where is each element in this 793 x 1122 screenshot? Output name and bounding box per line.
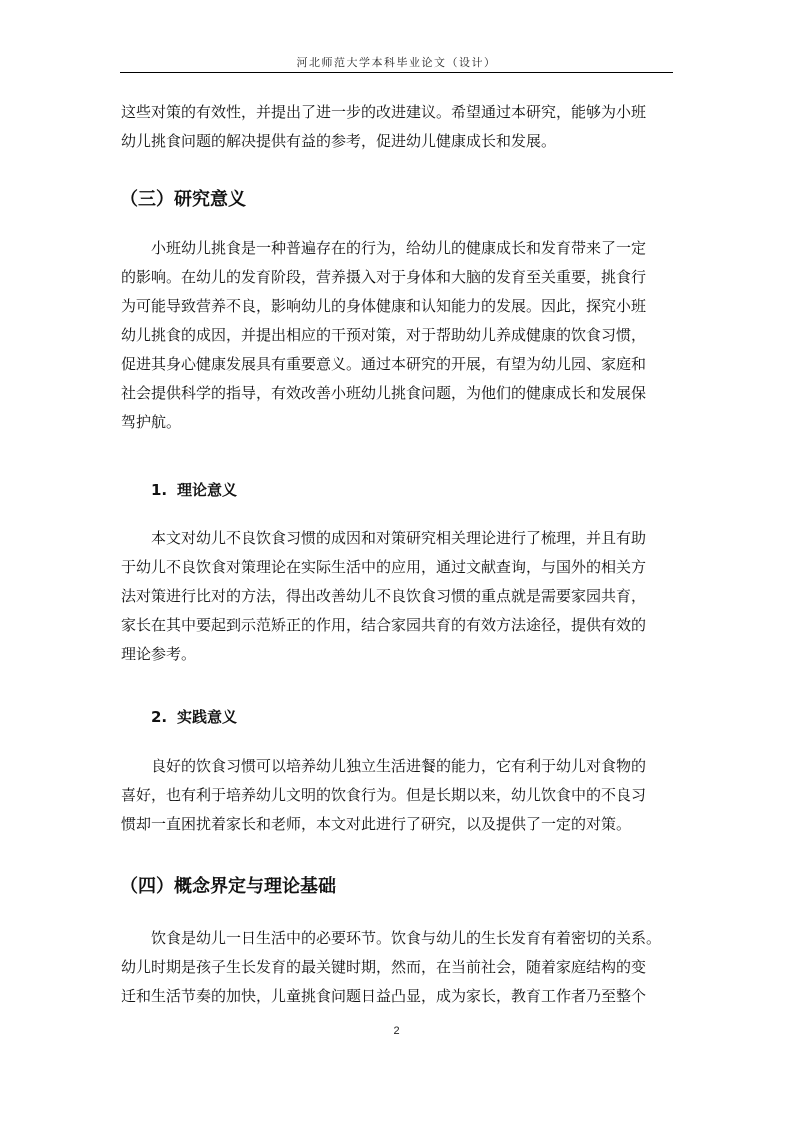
paragraph-line: 本文对幼儿不良饮食习惯的成因和对策研究相关理论进行了梳理，并且有助 — [121, 529, 647, 547]
paragraph-line: 幼儿挑食问题的解决提供有益的参考，促进幼儿健康成长和发展。 — [121, 132, 557, 150]
subheading-title: 理论意义 — [177, 481, 238, 499]
paragraph-line: 家长在其中要起到示范矫正的作用，结合家园共育的有效方法途径，提供有效的 — [121, 616, 647, 634]
practical-significance-paragraph — [121, 752, 675, 839]
paragraph-line: 小班幼儿挑食是一种普遍存在的行为，给幼儿的健康成长和发育带来了一定 — [121, 239, 647, 257]
section-heading-concept-definition: （四）概念界定与理论基础 — [120, 876, 336, 897]
paragraph-line: 的影响。在幼儿的发育阶段，营养摄入对于身体和大脑的发育至关重要，挑食行 — [121, 268, 647, 286]
header-rule — [120, 72, 673, 73]
subheading-number: 1. — [151, 481, 168, 499]
running-header: 河北师范大学本科毕业论文（设计） — [296, 56, 497, 69]
paragraph-line: 惯却一直困扰着家长和老师，本文对此进行了研究，以及提供了一定的对策。 — [121, 815, 632, 833]
subheading-number: 2. — [151, 708, 168, 726]
paragraph-line: 迁和生活节奏的加快，儿童挑食问题日益凸显，成为家长，教育工作者乃至整个 — [121, 987, 647, 1005]
theoretical-significance-paragraph — [121, 524, 675, 669]
paragraph-line: 喜好，也有利于培养幼儿文明的饮食行为。但是长期以来，幼儿饮食中的不良习 — [121, 786, 647, 804]
paragraph-line: 法对策进行比对的方法，得出改善幼儿不良饮食习惯的重点就是需要家园共育， — [121, 587, 647, 605]
paragraph-line: 驾护航。 — [121, 413, 182, 431]
paragraph-line: 良好的饮食习惯可以培养幼儿独立生活进餐的能力，它有利于幼儿对食物的 — [121, 757, 647, 775]
paragraph-line: 社会提供科学的指导，有效改善小班幼儿挑食问题，为他们的健康成长和发展保 — [121, 384, 647, 402]
paragraph-line: 幼儿时期是孩子生长发育的最关键时期，然而，在当前社会，随着家庭结构的变 — [121, 958, 647, 976]
subheading-practical-significance — [151, 706, 237, 727]
paragraph-line: 饮食是幼儿一日生活中的必要环节。饮食与幼儿的生长发育有着密切的关系。 — [121, 929, 662, 947]
paragraph-line: 理论参考。 — [121, 645, 197, 663]
intro-paragraph — [121, 98, 675, 156]
concept-definition-paragraph — [121, 924, 675, 1011]
paragraph-line: 促进其身心健康发展具有重要意义。通过本研究的开展，有望为幼儿园、家庭和 — [121, 355, 647, 373]
subheading-theoretical-significance — [151, 479, 237, 500]
paragraph-line: 于幼儿不良饮食对策理论在实际生活中的应用，通过文献查询，与国外的相关方 — [121, 558, 647, 576]
page-number: 2 — [393, 1025, 400, 1037]
section-heading-research-significance: （三）研究意义 — [120, 189, 246, 210]
paragraph-line: 幼儿挑食的成因，并提出相应的干预对策，对于帮助幼儿养成健康的饮食习惯， — [121, 326, 647, 344]
subheading-title: 实践意义 — [177, 708, 238, 726]
paragraph-line: 为可能导致营养不良，影响幼儿的身体健康和认知能力的发展。因此，探究小班 — [121, 297, 647, 315]
paragraph-line: 这些对策的有效性，并提出了进一步的改进建议。希望通过本研究，能够为小班 — [121, 103, 647, 121]
research-significance-paragraph — [121, 234, 675, 437]
